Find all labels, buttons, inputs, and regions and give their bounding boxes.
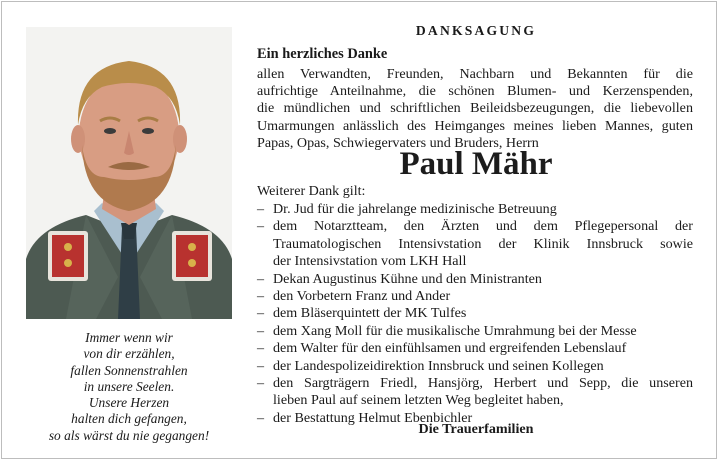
thanks-item [257, 358, 693, 375]
dash-bullet: – [257, 270, 265, 287]
thanks-item [257, 323, 693, 340]
memorial-poem [20, 330, 238, 444]
dash-bullet: – [257, 357, 265, 374]
dash-bullet: – [257, 218, 265, 235]
further-thanks-label: Weiterer Dank gilt: [257, 183, 366, 199]
intro-line: allen Verwandten, Freunden, Nachbarn und Bekannten für die [257, 66, 693, 82]
thanks-item [257, 201, 693, 218]
thanks-item [257, 305, 693, 322]
thanks-item-line: lieben Paul auf seinem letzten Weg begleitet haben, [273, 392, 564, 409]
intro-line: die mündlichen und schriftlichen Beileidsbezeugungen, die liebevollen [257, 100, 693, 117]
thanks-item-line: dem Notarztteam, den Ärzten und dem Pflegepersonal der [273, 218, 693, 235]
poem-line: von dir erzählen, [83, 346, 175, 362]
dash-bullet: – [257, 201, 265, 217]
dash-bullet: – [257, 409, 265, 426]
intro-line: aufrichtige Anteilnahme, die schönen Blumen- und Kerzenspenden, [257, 83, 693, 100]
dash-bullet: – [257, 340, 265, 357]
thanks-item [257, 218, 693, 270]
poem-line: so als wärst du nie gegangen! [48, 427, 210, 443]
portrait-photo [26, 27, 232, 319]
thanks-item-line: Dekan Augustinus Kühne und den Ministranten [273, 270, 542, 287]
thanks-item-line: dem Xang Moll für die musikalische Umrahmung bei der Messe [273, 322, 637, 339]
poem-line: in unsere Seelen. [83, 378, 175, 394]
intro-line: Umarmungen anlässlich des Heimganges meines lieben Mannes, guten [257, 117, 693, 134]
poem-line: halten dich gefangen, [71, 411, 187, 427]
thanks-item-line: der Landespolizeidirektion Innsbruck und seinen Kollegen [273, 357, 604, 374]
thanks-item-line: den Vorbetern Franz und Ander [273, 288, 451, 305]
thanks-item [257, 375, 693, 410]
deceased-name: Paul Mähr [399, 146, 553, 182]
poem-line: Immer wenn wir [85, 330, 173, 345]
notice-heading: DANKSAGUNG [415, 23, 537, 38]
notice-subheading: Ein herzliches Danke [257, 46, 388, 62]
poem-line: fallen Sonnenstrahlen [70, 362, 188, 378]
thanks-item [257, 340, 693, 357]
thanks-item-line: dem Bläserquintett der MK Tulfes [273, 305, 467, 322]
dash-bullet: – [257, 305, 265, 322]
thanks-item-line: Traumatologischen Intensivstation der Klinik Innsbruck sowie [273, 235, 693, 252]
thanks-list [257, 201, 693, 427]
intro-line: Papas, Opas, Schwiegervaters und Bruders, Herrn [257, 134, 539, 151]
thanks-item-line: Dr. Jud für die jahrelange medizinische Betreuung [273, 201, 557, 217]
portrait-illustration [26, 27, 232, 319]
intro-paragraph [257, 66, 693, 152]
dash-bullet: – [257, 375, 265, 392]
closing-signature: Die Trauerfamilien [418, 421, 534, 437]
thanks-item [257, 271, 693, 288]
thanks-item-line: den Sargträgern Friedl, Hansjörg, Herbert und Sepp, die unseren [273, 375, 693, 392]
thanks-item-line: der Bestattung Helmut Ebenbichler [273, 409, 473, 426]
dash-bullet: – [257, 288, 265, 305]
thanks-item [257, 288, 693, 305]
dash-bullet: – [257, 322, 265, 339]
thanks-item-line: der Intensivstation vom LKH Hall [273, 253, 467, 270]
thanks-item-line: dem Walter für den einfühlsamen und ergreifenden Lebenslauf [273, 340, 627, 357]
poem-line: Unsere Herzen [88, 395, 170, 411]
